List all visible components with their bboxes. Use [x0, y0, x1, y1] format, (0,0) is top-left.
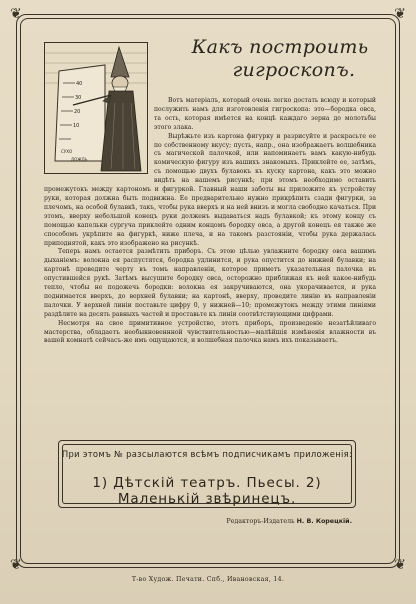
dial-label: 30: [75, 95, 82, 101]
article-body: [44, 97, 376, 346]
notice-header: При этомъ № разсылаются всѣмъ подписчикамъ приложенія:: [61, 449, 353, 459]
dial-label: СУХО: [61, 149, 73, 154]
corner-ornament-icon: ❦: [10, 6, 22, 22]
paragraph: Вотъ матеріалъ, который очень легко достать всюду и который послужить намъ для изготовленія гигроскопа: это—бородка овса, та ость, которая имѣется на концѣ каждаго зерна до молотьбы этого злака.: [154, 97, 376, 131]
editor-credit: [226, 518, 352, 525]
dial-label: 20: [74, 109, 81, 115]
corner-ornament-icon: ❦: [10, 557, 22, 573]
printer-imprint: Т-во Худож. Печати. Спб., Ивановская, 14.: [131, 576, 285, 583]
dial-label: 10: [73, 123, 80, 129]
dial-label: 40: [76, 81, 83, 87]
dial-label: ДОЖДЬ: [71, 157, 88, 162]
paragraph: Несмотря на свое примитивное устройство, этотъ приборъ, произведеніе незатѣйливаго мастерства, обладаетъ необыкновеннной чувствительностью—малѣйшія измѣненія влажности въ вашей комнатѣ сейчасъ-же имъ ощущаются, и волшебная палочка намъ ихъ показываетъ.: [44, 319, 376, 345]
supplement-notice-box: [58, 440, 356, 508]
notice-items: 1) Дѣтскій театръ. Пьесы. 2) Маленькій звѣринецъ.: [92, 475, 322, 507]
paragraph: Вырѣжьте изъ картона фигурку и разрисуйте и раскрасьте ее по собственному вкусу; пусть, напр., она изображаетъ волшебника съ магической палочкой, или напоминаетъ вамъ какую-нибудь комическую фигуру изъ вашихъ знакомыхъ. Приклейте ее, затѣмъ, съ помощью двухъ булавокъ къ куску картона, какъ это можно видѣть на нашемъ рисункѣ; при этомъ необходимо оставить промежутокъ между картономъ и фигуркой. Главный наши заботы вы приложите къ устройству руки, которая должна быть подвижна. Ее предварительно нужно прикрѣпить сзади фигурки, за плечомъ, на особой булавкѣ, такъ, чтобы рука вверхъ и на ней внизъ и могла свободно качаться. При этомъ, вверху небольшой конецъ руки долженъ выдаваться надъ булавкой; къ этому концу съ помощью капельки сургуча приклейте одним концомъ бородку овса, а другой конецъ ея также же способомъ укрѣпите на фигуркѣ, ниже плеча, и на такомъ разстояніи, чтобы рука держалась приподнятой, какъ это изображено на рисункѣ.: [44, 132, 376, 247]
title-line-2: гигроскопъ.: [232, 59, 356, 81]
paragraph: Теперь намъ остается размѣтить приборъ. Съ этою цѣлью увлажните бородку овса вашимъ дыханіемъ: волокна ея распустятся, бородка удлинится, и рука опустится до нижней булавки; на картонѣ проведите черту въ томъ направленіи, которое приметъ указательная палочка въ опустившейся рукѣ. Затѣмъ высушите бородку овса, осторожно приближая къ ней какое-нибудь тепло, чтобы не подожечь бородки: волокна ея закручиваются, она укорачивается, и рука поднимается вверхъ, до верхней булавки; на картонѣ, вверху, проведите линію въ направленіи палочки. У верхней линіи поставьте цифру 0, у нижней—10; промежутокъ между этими линіями раздѣлите на десять равныхъ частей и проставьте къ линіи соотвѣтствующими цифрами.: [44, 248, 376, 318]
editor-label: Редакторъ-Издатель: [226, 518, 295, 525]
editor-name: Н. В. Корецкій.: [296, 518, 352, 525]
title-line-1: Какъ построить: [191, 36, 369, 58]
corner-ornament-icon: ❦: [394, 557, 406, 573]
corner-ornament-icon: ❦: [394, 6, 406, 22]
article-title: [182, 36, 378, 82]
